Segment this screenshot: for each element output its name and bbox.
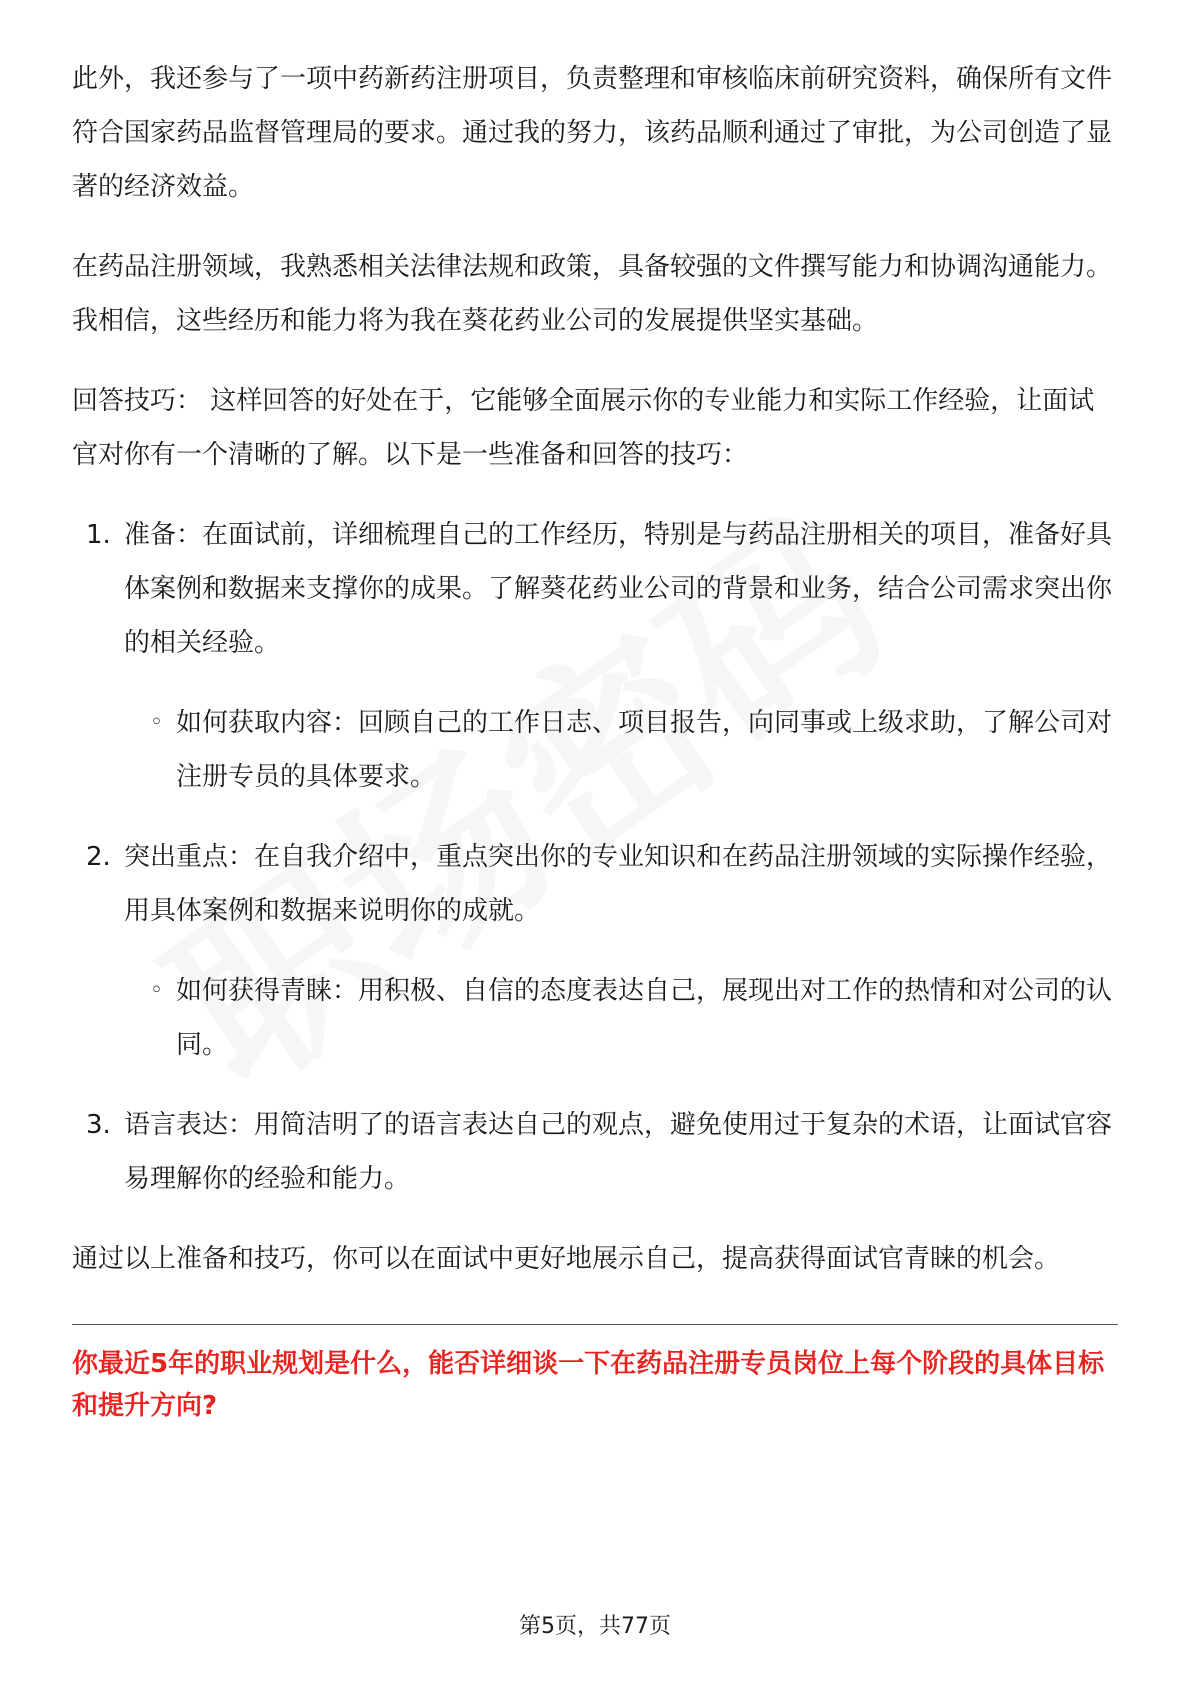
document-page (72, 52, 1118, 1427)
next-question-heading: 你最近5年的职业规划是什么，能否详细谈一下在药品注册专员岗位上每个阶段的具体目标和提升方向? (72, 1349, 1105, 1421)
list-number: 1. (86, 520, 111, 550)
tip-text: 准备：在面试前，详细梳理自己的工作经历，特别是与药品注册相关的项目，准备好具体案例和数据来支撑你的成果。了解葵花药业公司的背景和业务，结合公司需求突出你的相关经验。 (124, 520, 1113, 658)
paragraph-answer-tips: 回答技巧： 这样回答的好处在于，它能够全面展示你的专业能力和实际工作经验，让面试官对你有一个清晰的了解。以下是一些准备和回答的技巧： (72, 386, 1095, 470)
paragraph-closing: 通过以上准备和技巧，你可以在面试中更好地展示自己，提高获得面试官青睐的机会。 (72, 1244, 1061, 1274)
tips-list (72, 508, 1118, 1206)
hollow-bullet-icon: ◦ (150, 978, 163, 1003)
sub-list-item (124, 964, 1118, 1072)
sub-tip-text: 如何获得青睐：用积极、自信的态度表达自己，展现出对工作的热情和对公司的认同。 (176, 976, 1113, 1060)
hollow-bullet-icon: ◦ (150, 710, 163, 735)
sub-list-item (124, 696, 1118, 804)
list-item (72, 1098, 1118, 1206)
list-number: 3. (86, 1110, 111, 1140)
list-item (72, 508, 1118, 804)
paragraph-project: 此外，我还参与了一项中药新药注册项目，负责整理和审核临床前研究资料，确保所有文件符合国家药品监督管理局的要求。通过我的努力，该药品顺利通过了审批，为公司创造了显著的经济效益。 (72, 64, 1113, 202)
list-item (72, 830, 1118, 1072)
section-divider (72, 1324, 1118, 1325)
sub-list (124, 964, 1118, 1072)
tip-text: 语言表达：用简洁明了的语言表达自己的观点，避免使用过于复杂的术语，让面试官容易理解你的经验和能力。 (124, 1110, 1113, 1194)
sub-tip-text: 如何获取内容：回顾自己的工作日志、项目报告，向同事或上级求助，了解公司对注册专员的具体要求。 (176, 708, 1113, 792)
sub-list (124, 696, 1118, 804)
paragraph-abilities: 在药品注册领域，我熟悉相关法律法规和政策，具备较强的文件撰写能力和协调沟通能力。我相信，这些经历和能力将为我在葵花药业公司的发展提供坚实基础。 (72, 252, 1113, 336)
page-footer: 第5页，共77页 (519, 1614, 671, 1639)
list-number: 2. (86, 842, 111, 872)
tip-text: 突出重点：在自我介绍中，重点突出你的专业知识和在药品注册领域的实际操作经验，用具体案例和数据来说明你的成就。 (124, 842, 1113, 926)
